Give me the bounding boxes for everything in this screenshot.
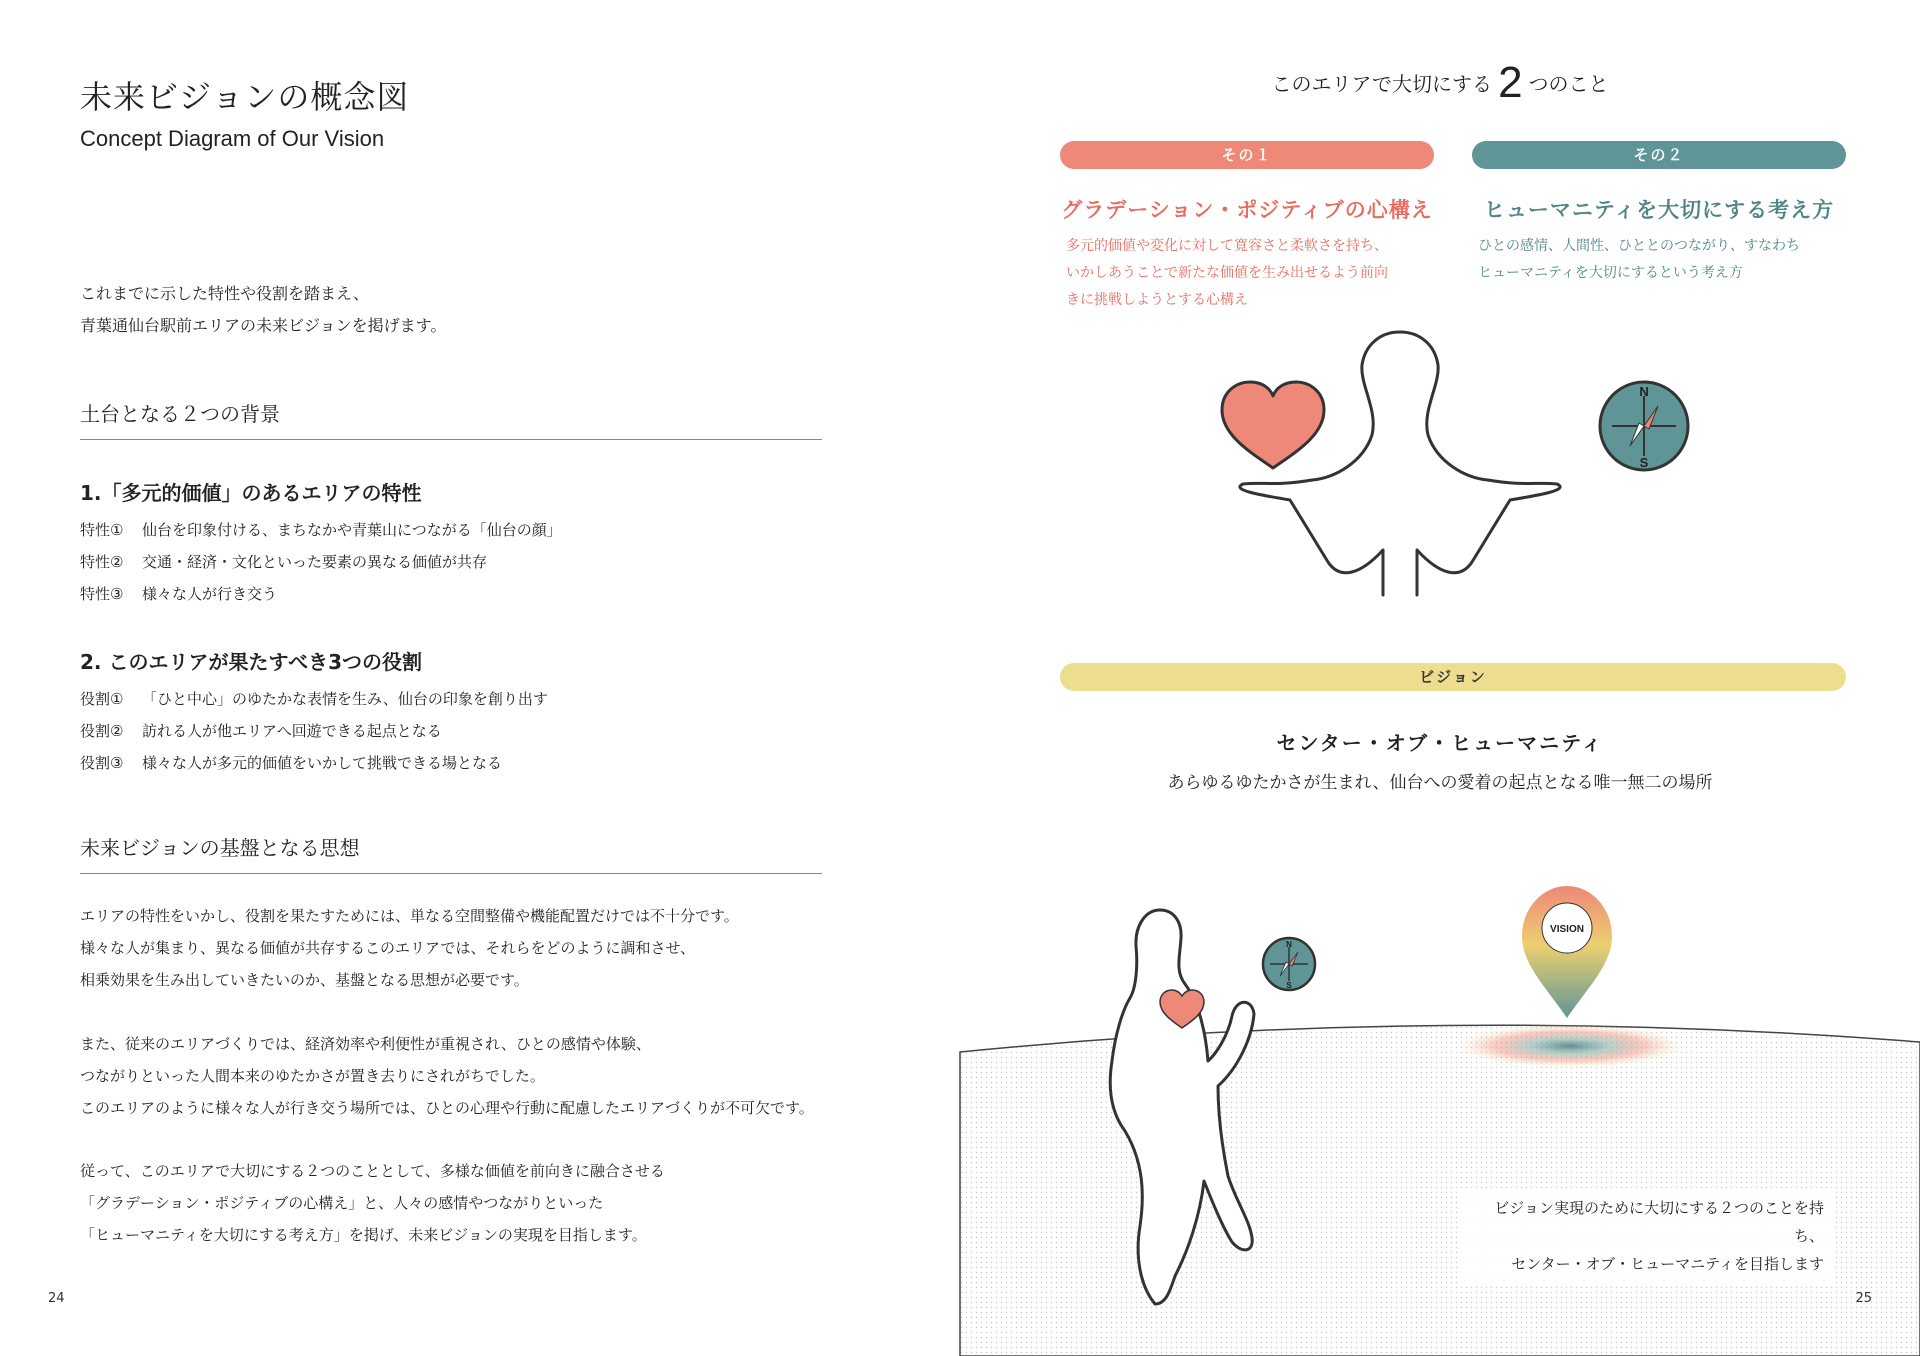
point-text-line: きに挑戦しようとする心構え: [1066, 292, 1248, 308]
point2-pill: その２: [1472, 141, 1846, 169]
item-key: 役割③: [80, 754, 124, 772]
point-text-line: ひとの感情、人間性、ひととのつながり、すなわち: [1478, 238, 1800, 254]
point1-text: [1066, 233, 1440, 314]
item-key: 役割①: [80, 690, 124, 708]
paragraph: [80, 1028, 814, 1124]
paragraph: [80, 900, 739, 996]
list-item: [80, 578, 562, 610]
section1-heading: 1.「多元的価値」のあるエリアの特性: [80, 481, 422, 505]
point2-title: ヒューマニティを大切にする考え方: [1483, 198, 1835, 222]
list-item: [80, 546, 562, 578]
compass-icon: [1600, 382, 1688, 470]
intro-line: これまでに示した特性や役割を踏まえ、: [80, 284, 369, 303]
point2-text: [1478, 233, 1852, 287]
paragraph-line: 「グラデーション・ポジティブの心構え」と、人々の感情やつながりといった: [80, 1194, 604, 1212]
list-item: [80, 683, 548, 715]
two-things-heading: [960, 58, 1920, 108]
paragraph-line: また、従来のエリアづくりでは、経済効率や利便性が重視され、ひとの感情や体験、: [80, 1035, 651, 1053]
list-item: [80, 715, 548, 747]
human-figure: [1240, 332, 1560, 595]
paragraph-line: 「ヒューマニティを大切にする考え方」を掲げ、未来ビジョンの実現を目指します。: [80, 1226, 647, 1244]
characteristics-list: [80, 514, 562, 610]
item-key: 役割②: [80, 722, 124, 740]
item-text: 仙台を印象付ける、まちなかや青葉山につながる「仙台の顔」: [142, 521, 562, 539]
intro-text: [80, 278, 446, 342]
vision-text: あらゆるゆたかさが生まれ、仙台への愛着の起点となる唯一無二の場所: [1167, 773, 1713, 793]
vision-illustration: [960, 886, 1920, 1356]
paragraph-line: 従って、このエリアで大切にする２つのこととして、多様な価値を前向きに融合させる: [80, 1162, 665, 1180]
background-heading: 土台となる２つの背景: [80, 398, 822, 440]
vision-caption: [1460, 1188, 1836, 1284]
heart-icon: [1222, 382, 1324, 468]
item-text: 様々な人が多元的価値をいかして挑戦できる場となる: [142, 754, 503, 772]
human-illustration: [960, 340, 1920, 600]
item-key: 特性③: [80, 585, 124, 603]
paragraph-line: このエリアのように様々な人が行き交う場所では、ひとの心理や行動に配慮したエリアづくりが不可欠です。: [80, 1099, 814, 1117]
item-text: 交通・経済・文化といった要素の異なる価値が共存: [142, 553, 488, 571]
list-item: [80, 747, 548, 779]
roles-list: [80, 683, 548, 779]
section2-heading: 2. このエリアが果たすべき3つの役割: [80, 650, 422, 674]
paragraph-line: 様々な人が集まり、異なる価値が共存するこのエリアでは、それらをどのように調和させ、: [80, 939, 696, 957]
vision-pill: ビジョン: [1060, 663, 1846, 691]
page-subtitle: Concept Diagram of Our Vision: [80, 126, 385, 151]
item-key: 特性②: [80, 553, 124, 571]
point-text-line: いかしあうことで新たな価値を生み出せるよう前向: [1066, 265, 1388, 281]
page-title: 未来ビジョンの概念図: [80, 78, 410, 116]
pin-label: VISION: [1550, 924, 1584, 935]
page-number: 24: [48, 1291, 65, 1306]
heading-post: つのこと: [1528, 72, 1609, 96]
page-number: 25: [1855, 1291, 1872, 1306]
right-page: [960, 0, 1920, 1356]
point-text-line: 多元的価値や変化に対して寛容さと柔軟さを持ち、: [1066, 238, 1388, 254]
vision-title: センター・オブ・ヒューマニティ: [1276, 731, 1604, 755]
point-text-line: ヒューマニティを大切にするという考え方: [1478, 265, 1743, 281]
paragraph-line: つながりといった人間本来のゆたかさが置き去りにされがちでした。: [80, 1067, 545, 1085]
item-text: 「ひと中心」のゆたかな表情を生み、仙台の印象を創り出す: [142, 690, 548, 708]
caption-line: センター・オブ・ヒューマニティを目指します: [1511, 1255, 1824, 1273]
intro-line: 青葉通仙台駅前エリアの未来ビジョンを掲げます。: [80, 316, 447, 335]
list-item: [80, 514, 562, 546]
point1-pill: その１: [1060, 141, 1434, 169]
item-text: 訪れる人が他エリアへ回遊できる起点となる: [142, 722, 442, 740]
map-pin-icon: [1522, 886, 1612, 1018]
small-compass-icon: [1263, 938, 1315, 990]
small-compass-south: S: [1286, 981, 1292, 990]
heading-pre: このエリアで大切にする: [1271, 72, 1493, 96]
heading-number: 2: [1498, 58, 1523, 107]
philosophy-heading: 未来ビジョンの基盤となる思想: [80, 832, 822, 874]
item-text: 様々な人が行き交う: [142, 585, 278, 603]
caption-line: ビジョン実現のために大切にする２つのことを持ち、: [1494, 1199, 1824, 1245]
item-key: 特性①: [80, 521, 124, 539]
paragraph: [80, 1155, 665, 1251]
paragraph-line: 相乗効果を生み出していきたいのか、基盤となる思想が必要です。: [80, 971, 529, 989]
vision-glow: [1455, 1024, 1685, 1068]
compass-south: S: [1639, 455, 1649, 470]
small-compass-north: N: [1286, 940, 1292, 949]
paragraph-line: エリアの特性をいかし、役割を果たすためには、単なる空間整備や機能配置だけでは不十分です。: [80, 907, 739, 925]
point1-title: グラデーション・ポジティブの心構え: [1061, 198, 1433, 222]
compass-north: N: [1639, 384, 1649, 399]
